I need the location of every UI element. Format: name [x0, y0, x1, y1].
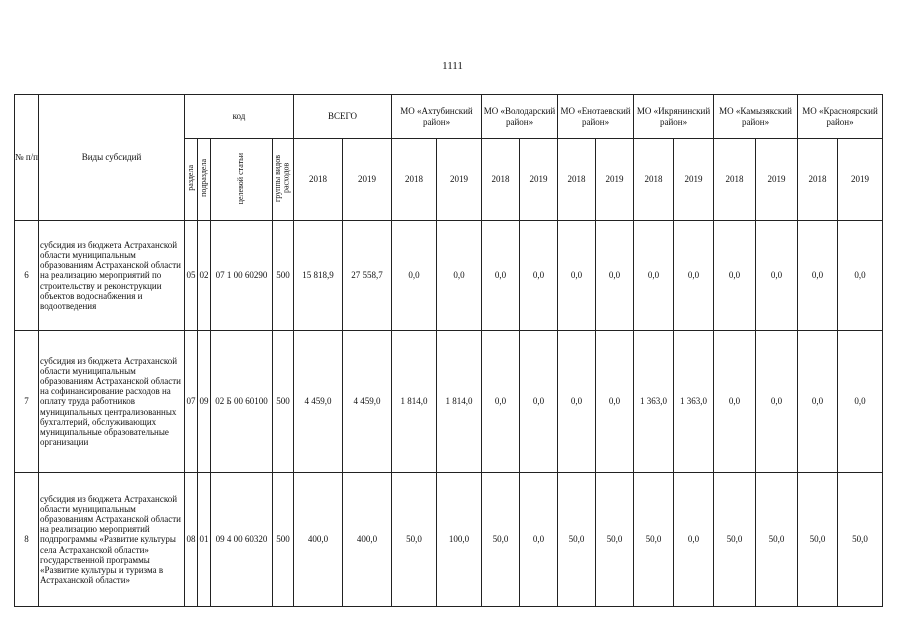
table-row: [15, 473, 883, 607]
value-cell: 0,0: [520, 331, 558, 473]
code-expense-group: 500: [273, 473, 294, 607]
subsidy-description: субсидия из бюджета Астраханской области муниципальным образованиям Астраханской области на реализацию мероприятий подпрограммы «Развитие культуры села Астраханской области» государственной программы «Развитие культуры и туризма в Астраханской области»: [39, 473, 185, 607]
header-year: 2019: [838, 139, 883, 221]
value-cell: 50,0: [634, 473, 674, 607]
code-subsection: 02: [198, 221, 211, 331]
value-cell: 0,0: [634, 221, 674, 331]
value-cell: 100,0: [437, 473, 482, 607]
value-cell: 4 459,0: [343, 331, 392, 473]
value-cell: 0,0: [482, 221, 520, 331]
value-cell: 50,0: [714, 473, 756, 607]
value-cell: 50,0: [798, 473, 838, 607]
row-number: 7: [15, 331, 39, 473]
page-number: 1111: [442, 60, 463, 72]
value-cell: 0,0: [674, 221, 714, 331]
value-cell: 0,0: [596, 331, 634, 473]
value-cell: 4 459,0: [294, 331, 343, 473]
header-year: 2018: [558, 139, 596, 221]
code-target: 02 Б 00 60100: [211, 331, 273, 473]
row-number: 6: [15, 221, 39, 331]
value-cell: 0,0: [756, 331, 798, 473]
header-year: 2019: [343, 139, 392, 221]
value-cell: 0,0: [437, 221, 482, 331]
header-code-section: раздела: [185, 139, 198, 221]
header-mo-akhtubinsky: МО «Ахтубинский район»: [392, 95, 482, 139]
header-year: 2019: [520, 139, 558, 221]
value-cell: 400,0: [343, 473, 392, 607]
header-row-no: № п/п: [15, 95, 39, 221]
header-code-target: целевой статьи: [211, 139, 273, 221]
code-subsection: 01: [198, 473, 211, 607]
code-subsection: 09: [198, 331, 211, 473]
value-cell: 50,0: [596, 473, 634, 607]
code-expense-group: 500: [273, 331, 294, 473]
table-row: [15, 221, 883, 331]
header-mo-volodarsky: МО «Володарский район»: [482, 95, 558, 139]
header-code-expense-group: группы видов расходов: [273, 139, 294, 221]
header-subsidy-type: Виды субсидий: [39, 95, 185, 221]
value-cell: 0,0: [838, 221, 883, 331]
header-year: 2018: [392, 139, 437, 221]
value-cell: 0,0: [520, 221, 558, 331]
header-year: 2018: [714, 139, 756, 221]
value-cell: 0,0: [392, 221, 437, 331]
code-section: 05: [185, 221, 198, 331]
value-cell: 50,0: [392, 473, 437, 607]
value-cell: 0,0: [558, 331, 596, 473]
value-cell: 1 814,0: [392, 331, 437, 473]
value-cell: 0,0: [714, 331, 756, 473]
value-cell: 0,0: [674, 473, 714, 607]
code-section: 07: [185, 331, 198, 473]
subsidy-table: [14, 94, 883, 607]
table-row: [15, 331, 883, 473]
header-code-subsection: подраздела: [198, 139, 211, 221]
header-year: 2019: [437, 139, 482, 221]
value-cell: 1 363,0: [674, 331, 714, 473]
value-cell: 0,0: [558, 221, 596, 331]
value-cell: 0,0: [482, 331, 520, 473]
header-total: ВСЕГО: [294, 95, 392, 139]
value-cell: 0,0: [520, 473, 558, 607]
code-section: 08: [185, 473, 198, 607]
header-mo-ikryaninsky: МО «Икрянинский район»: [634, 95, 714, 139]
code-expense-group: 500: [273, 221, 294, 331]
code-target: 07 1 00 60290: [211, 221, 273, 331]
header-mo-kamyzyaksky: МО «Камызякский район»: [714, 95, 798, 139]
header-code: код: [185, 95, 294, 139]
value-cell: 27 558,7: [343, 221, 392, 331]
value-cell: 0,0: [838, 331, 883, 473]
header-year: 2018: [634, 139, 674, 221]
header-year: 2019: [674, 139, 714, 221]
value-cell: 50,0: [558, 473, 596, 607]
subsidy-description: субсидия из бюджета Астраханской области муниципальным образованиям Астраханской области на софинансирование расходов на оплату труда работников муниципальных централизованных бухгалтерий, обслуживающих муниципальные образовательные организации: [39, 331, 185, 473]
row-number: 8: [15, 473, 39, 607]
value-cell: 0,0: [714, 221, 756, 331]
value-cell: 1 363,0: [634, 331, 674, 473]
value-cell: 50,0: [838, 473, 883, 607]
value-cell: 400,0: [294, 473, 343, 607]
value-cell: 50,0: [756, 473, 798, 607]
header-year: 2019: [596, 139, 634, 221]
value-cell: 50,0: [482, 473, 520, 607]
header-year: 2018: [798, 139, 838, 221]
value-cell: 0,0: [596, 221, 634, 331]
code-target: 09 4 00 60320: [211, 473, 273, 607]
subsidy-description: субсидия из бюджета Астраханской области муниципальным образованиям Астраханской области на реализацию мероприятий по строительству и реконструкции объектов водоснабжения и водоотведения: [39, 221, 185, 331]
header-year: 2018: [482, 139, 520, 221]
header-year: 2019: [756, 139, 798, 221]
value-cell: 15 818,9: [294, 221, 343, 331]
value-cell: 0,0: [756, 221, 798, 331]
value-cell: 0,0: [798, 331, 838, 473]
header-mo-krasnoyarsky: МО «Красноярский район»: [798, 95, 883, 139]
value-cell: 0,0: [798, 221, 838, 331]
header-year: 2018: [294, 139, 343, 221]
value-cell: 1 814,0: [437, 331, 482, 473]
header-mo-enotaevsky: МО «Енотаевский район»: [558, 95, 634, 139]
